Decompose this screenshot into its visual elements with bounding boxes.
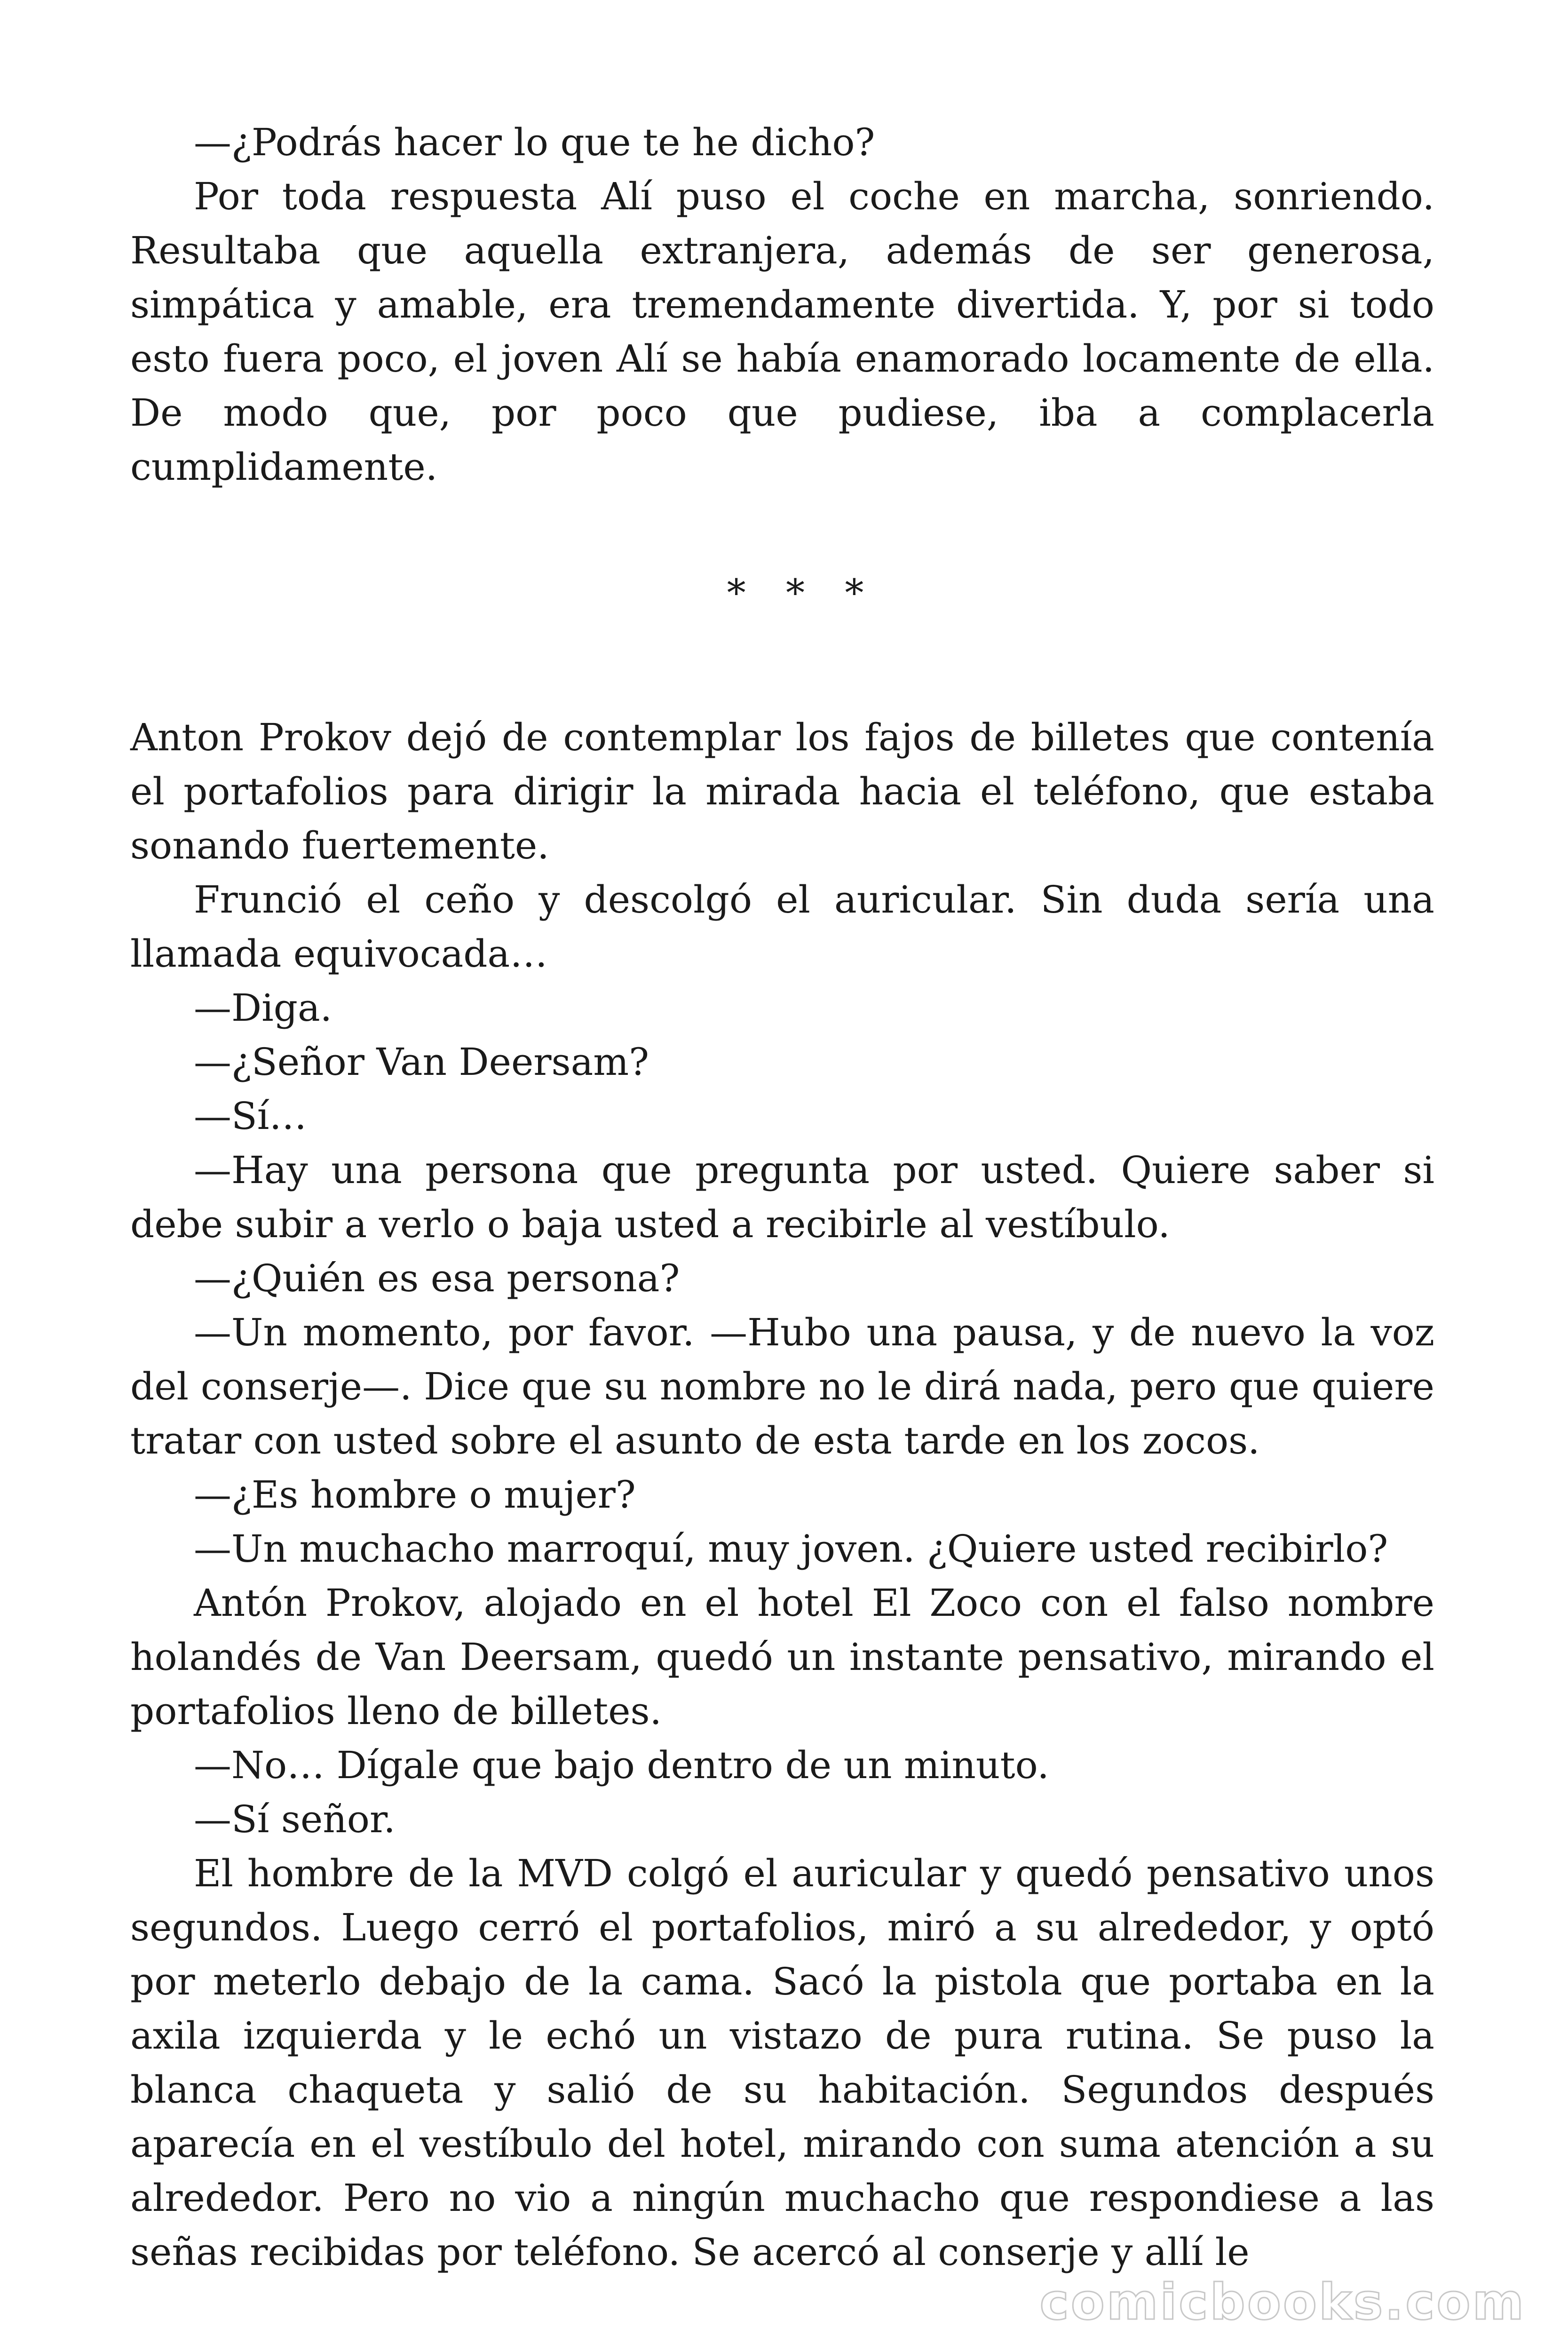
paragraph: —Un momento, por favor. —Hubo una pausa, y de nuevo la voz del conserje—. Dice que su nombre no le dirá nada, pero que quiere tratar con usted sobre el asunto de esta tarde en los zocos.	[130, 1311, 1434, 1462]
watermark: comicbooks.com	[1039, 2273, 1526, 2331]
paragraph: Frunció el ceño y descolgó el auricular. Sin duda sería una llamada equivocada…	[130, 878, 1434, 976]
paragraph: —¿Quién es esa persona?	[194, 1256, 680, 1300]
paragraph: —¿Señor Van Deersam?	[194, 1040, 649, 1084]
paragraph: —¿Es hombre o mujer?	[194, 1473, 636, 1517]
paragraph: —Diga.	[194, 986, 333, 1030]
paragraph: —No… Dígale que bajo dentro de un minuto.	[194, 1743, 1049, 1787]
paragraph: —Sí…	[194, 1094, 307, 1138]
section-separator	[130, 494, 1434, 710]
paragraph: Por toda respuesta Alí puso el coche en marcha, sonriendo. Resultaba que aquella extranjera, además de ser generosa, simpática y amable, era tremendamente divertida. Y, por si todo esto fuera poco, el joven Alí se había enamorado locamente de ella. De modo que, por poco que pudiese, iba a complacerla cumplidamente.	[130, 175, 1434, 489]
paragraph: El hombre de la MVD colgó el auricular y quedó pensativo unos segundos. Luego cerró el portafolios, miró a su alrededor, y optó por meterlo debajo de la cama. Sacó la pistola que portaba en la axila izquierda y le echó un vistazo de pura rutina. Se puso la blanca chaqueta y salió de su habitación. Segundos después aparecía en el vestíbulo del hotel, mirando con suma atención a su alrededor. Pero no vio a ningún muchacho que respondiese a las señas recibidas por teléfono. Se acercó al conserje y allí le	[130, 1851, 1434, 2274]
asterism: * * *	[727, 571, 878, 615]
paragraph: —Hay una persona que pregunta por usted. Quiere saber si debe subir a verlo o baja usted a recibirle al vestíbulo.	[130, 1148, 1434, 1246]
paragraph: —Un muchacho marroquí, muy joven. ¿Quiere usted recibirlo?	[194, 1527, 1388, 1571]
paragraph: —¿Podrás hacer lo que te he dicho?	[194, 120, 875, 164]
paragraph: Antón Prokov, alojado en el hotel El Zoco con el falso nombre holandés de Van Deersam, quedó un instante pensativo, mirando el portafolios lleno de billetes.	[130, 1581, 1434, 1733]
paragraph: Anton Prokov dejó de contemplar los fajos de billetes que contenía el portafolios para dirigir la mirada hacia el teléfono, que estaba sonando fuertemente.	[130, 715, 1434, 867]
book-page	[130, 115, 1434, 2279]
paragraph: —Sí señor.	[194, 1797, 396, 1841]
